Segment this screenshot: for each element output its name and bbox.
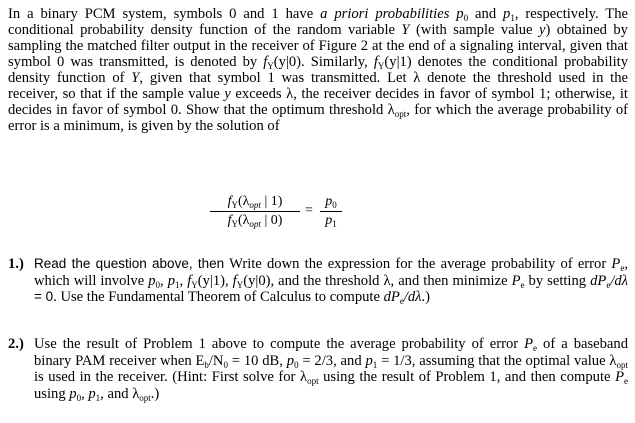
intro-text-19: denotes the conditional probability density function of (8, 54, 629, 86)
q2-part: 0 (223, 359, 228, 370)
q2-part: P (615, 369, 624, 385)
eq-part: opt (249, 219, 261, 229)
intro-text-11: ) obtained by sampling the matched filter output in the receiver of Figure 2 at the end of a signaling interval, given that symbol 0 was transmitted, is denoted by (8, 22, 628, 70)
q2-part: , and λ (100, 385, 140, 402)
eq-part: p (325, 213, 333, 228)
q1-part: 0 (155, 279, 161, 290)
q1-part: , which will involve (34, 256, 628, 289)
q1-part: e (399, 296, 404, 306)
q1-part: Read the question above, then (34, 256, 225, 271)
intro-text-2: a priori probabilities p (320, 6, 464, 22)
q2-part: p (365, 352, 373, 369)
intro-text-22: y (224, 86, 231, 102)
eq-part: | 1) (260, 194, 283, 209)
q2-part: 1 (95, 392, 101, 403)
intro-text-18: (y|1) (384, 54, 412, 70)
q1-part: , and the threshold λ, and then minimize (270, 272, 512, 289)
intro-text (8, 6, 628, 134)
intro-paragraph (8, 6, 628, 134)
q1-part: = 0 (34, 289, 54, 304)
intro-text-6: 1 (510, 13, 515, 23)
question-2 (8, 336, 628, 402)
prior-numerator (325, 194, 337, 210)
intro-text-14: (y|0) (273, 54, 302, 70)
intro-text-8: Y (401, 22, 410, 38)
prior-denominator (325, 213, 337, 229)
q2-part: P (524, 336, 534, 352)
q1-part: /dλ (610, 272, 629, 289)
q1-part: f (187, 272, 192, 289)
prior-ratio-fraction (320, 194, 342, 229)
q1-part: /dλ (403, 289, 422, 305)
q1-part: . Use the Fundamental Theorem of Calculus to compute (53, 289, 384, 305)
fraction-bar (210, 211, 300, 212)
q1-part: , (179, 272, 188, 289)
intro-text-21: , given that symbol 1 was transmitted. Let λ denote the threshold used in the receiver, so that if the sample value (8, 70, 628, 102)
eq-part: opt (249, 200, 261, 210)
q1-part: e (606, 279, 611, 290)
q2-part: = 1/3, assuming that the optimal value λ (377, 352, 617, 369)
question-2-text (34, 336, 628, 402)
q2-part: p (69, 385, 77, 402)
q1-part: 1 (175, 279, 180, 290)
intro-text-24: opt (394, 109, 407, 119)
intro-text-23: exceeds λ, the receiver decides in favor of symbol 1; otherwise, it decides in favor of symbol 0. Show that the optimum threshold λ (8, 86, 628, 118)
intro-text-13: Y (267, 61, 274, 71)
intro-text-10: y (538, 22, 546, 38)
intro-text-12: f (263, 54, 268, 70)
intro-text-4: and (468, 6, 504, 22)
likelihood-denominator (228, 213, 283, 229)
q2-part: p (286, 352, 295, 369)
intro-text-16: f (373, 54, 378, 70)
intro-text-15: . Similarly, (301, 54, 374, 70)
eq-part: 0 (332, 200, 337, 210)
q1-part: (y|1), (197, 272, 233, 289)
q2-part: .) (150, 385, 160, 402)
eq-part: f (227, 194, 232, 209)
q2-part: using the result of Problem 1, and then compute (318, 369, 616, 385)
q2-part: /N (208, 352, 224, 369)
eq-part: p (325, 194, 333, 209)
q2-part: Use the result of Problem 1 above to compute the average probability of error (34, 336, 525, 352)
q2-part: b (204, 359, 209, 370)
q2-part: using (34, 385, 70, 402)
q2-part: opt (139, 392, 151, 403)
q1-part: .) (421, 289, 431, 305)
fraction-bar (320, 211, 342, 212)
q2-part: p (88, 385, 96, 402)
question-1-text (34, 256, 628, 306)
intro-text-9: (with sample value (409, 22, 539, 38)
q1-part: dP (383, 289, 400, 305)
q1-part: (y|0) (243, 272, 271, 289)
intro-text-5: p (503, 6, 511, 22)
q1-part: f (232, 272, 237, 289)
q1-part: p (167, 272, 175, 289)
question-1-number: 1.) (8, 256, 24, 272)
q2-part: opt (616, 359, 628, 370)
q2-part: 0 (294, 359, 299, 370)
question-1 (8, 256, 628, 306)
intro-text-7: , respectively. The conditional probability density function of the random variable (8, 6, 628, 38)
q2-part: e (533, 343, 538, 353)
equals-sign: = (305, 203, 313, 218)
intro-text-20: Y (131, 70, 140, 86)
q2-part: = 2/3, and (298, 352, 366, 369)
q1-part: Y (236, 279, 244, 290)
q2-part: = 10 dB, (227, 352, 287, 369)
q1-part: dP (590, 272, 607, 289)
q1-part: e (620, 263, 625, 273)
q2-part: is used in the receiver. (Hint: First solve for λ (34, 369, 308, 385)
q2-part: of a baseband binary PAM receiver when E (34, 336, 628, 369)
q1-part: P (511, 272, 521, 289)
q1-part: Write down the expression for the average probability of error (224, 256, 612, 272)
eq-part: | 0) (260, 213, 283, 228)
question-2-number: 2.) (8, 336, 24, 352)
q2-part: e (624, 376, 628, 386)
q1-part: p (148, 272, 156, 289)
q2-part: , (81, 385, 89, 402)
eq-part: Y (231, 219, 238, 229)
q1-part: Y (191, 279, 198, 290)
eq-part: 1 (332, 219, 337, 229)
q2-part: opt (307, 376, 319, 386)
q1-part: by setting (524, 272, 591, 289)
q1-part: , (160, 272, 168, 289)
optimum-threshold-equation (210, 194, 390, 236)
eq-part: f (227, 213, 232, 228)
likelihood-ratio-fraction (210, 194, 300, 229)
eq-part: (λ (237, 194, 250, 209)
intro-text-17: Y (377, 61, 385, 71)
intro-text-3: 0 (463, 13, 469, 23)
likelihood-numerator (228, 194, 283, 210)
q2-part: 1 (372, 359, 378, 370)
eq-part: (λ (237, 213, 250, 228)
q1-part: e (520, 279, 525, 290)
intro-text-25: , for which the average probability of error is a minimum, is given by the solution of (8, 102, 629, 134)
intro-text-1: In a binary PCM system, symbols 0 and 1 have (8, 6, 321, 22)
eq-part: Y (231, 200, 238, 210)
q2-part: 0 (76, 392, 82, 403)
q1-part: P (611, 256, 621, 272)
